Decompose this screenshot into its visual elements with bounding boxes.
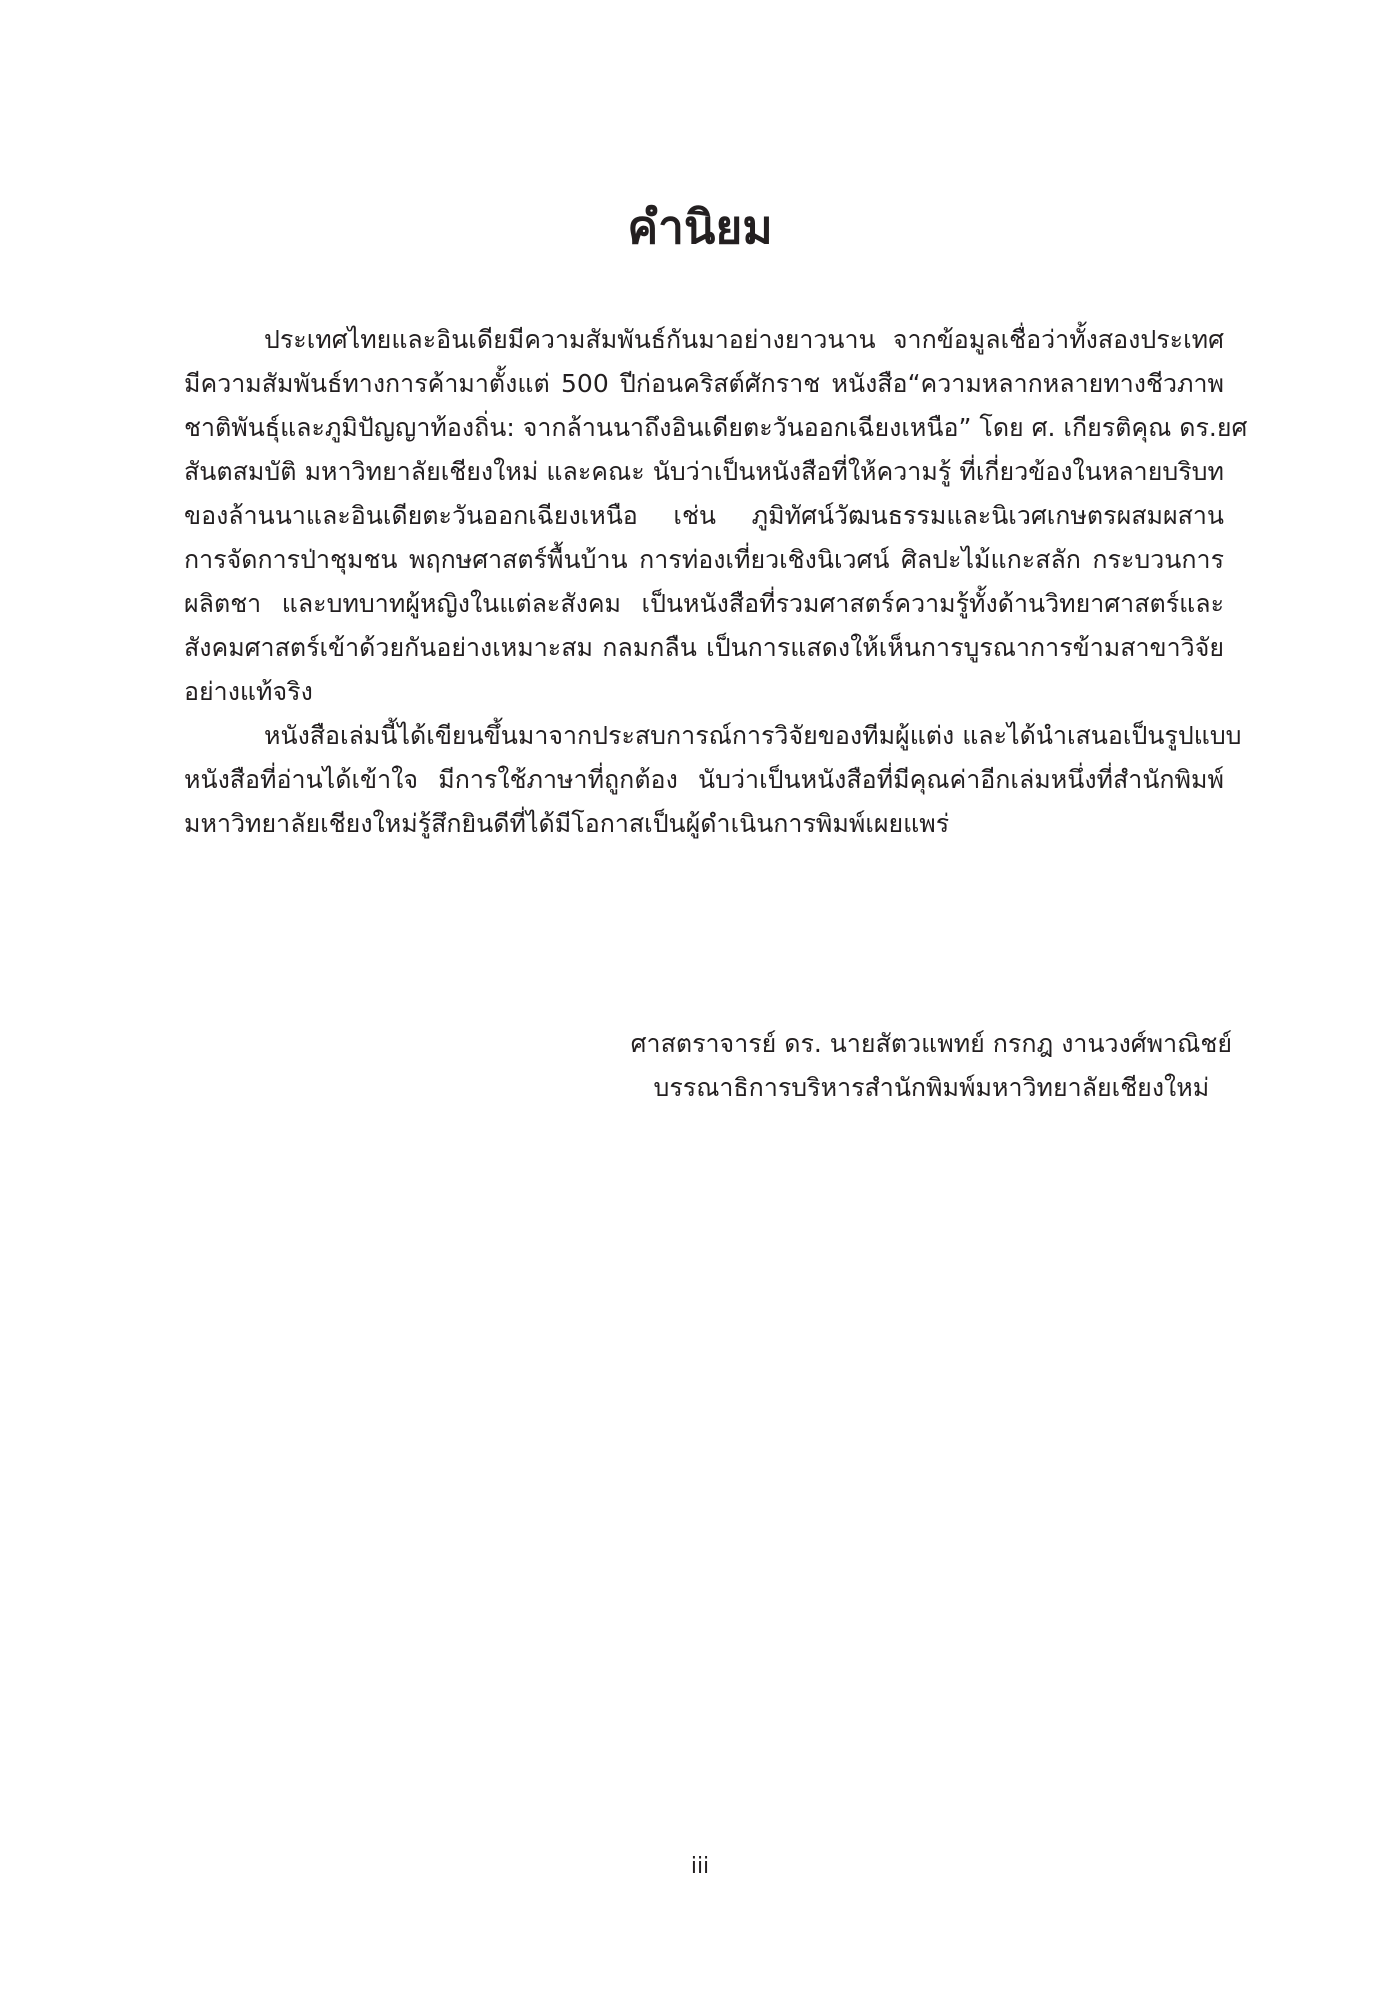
text-line: ของล้านนาและอินเดียตะวันออกเฉียงเหนือ เช่น ภูมิทัศน์วัฒนธรรมและนิเวศเกษตรผสมผสาน bbox=[184, 501, 1224, 530]
page-title: คำนิยม bbox=[627, 200, 773, 254]
signatory-name: ศาสตราจารย์ ดร. นายสัตวแพทย์ กรกฎ งานวงศ์พาณิชย์ bbox=[630, 1029, 1232, 1058]
text-line: มหาวิทยาลัยเชียงใหม่รู้สึกยินดีที่ได้มีโอกาสเป็นผู้ดำเนินการพิมพ์เผยแพร่ bbox=[184, 809, 950, 838]
text-line: ผลิตชา และบทบาทผู้หญิงในแต่ละสังคม เป็นหนังสือที่รวมศาสตร์ความรู้ทั้งด้านวิทยาศาสตร์และ bbox=[184, 589, 1224, 618]
foreword-body bbox=[184, 318, 1248, 846]
text-line: หนังสือเล่มนี้ได้เขียนขึ้นมาจากประสบการณ์การวิจัยของทีมผู้แต่ง และได้นำเสนอเป็นรูปแบบ bbox=[264, 721, 1242, 750]
page-number: iii bbox=[690, 1854, 710, 1879]
text-line: ชาติพันธุ์และภูมิปัญญาท้องถิ่น: จากล้านนาถึงอินเดียตะวันออกเฉียงเหนือ” โดย ศ. เกียรติคุณ ดร.ยศ bbox=[184, 413, 1248, 442]
text-line: สันตสมบัติ มหาวิทยาลัยเชียงใหม่ และคณะ นับว่าเป็นหนังสือที่ให้ความรู้ ที่เกี่ยวข้องในหลายบริบท bbox=[184, 457, 1224, 486]
text-line: ประเทศไทยและอินเดียมีความสัมพันธ์กันมาอย่างยาวนาน จากข้อมูลเชื่อว่าทั้งสองประเทศ bbox=[264, 325, 1224, 354]
text-line: การจัดการป่าชุมชน พฤกษศาสตร์พื้นบ้าน การท่องเที่ยวเชิงนิเวศน์ ศิลปะไม้แกะสลัก กระบวนการ bbox=[184, 545, 1224, 574]
paragraph-2 bbox=[184, 714, 1242, 846]
signatory-position: บรรณาธิการบริหารสำนักพิมพ์มหาวิทยาลัยเชียงใหม่ bbox=[653, 1073, 1210, 1102]
text-line: อย่างแท้จริง bbox=[184, 677, 313, 706]
paragraph-1 bbox=[184, 318, 1248, 714]
text-line: มีความสัมพันธ์ทางการค้ามาตั้งแต่ 500 ปีก่อนคริสต์ศักราช หนังสือ“ความหลากหลายทางชีวภาพ bbox=[184, 369, 1224, 398]
text-line: หนังสือที่อ่านได้เข้าใจ มีการใช้ภาษาที่ถูกต้อง นับว่าเป็นหนังสือที่มีคุณค่าอีกเล่มหนึ่งที่สำนักพิมพ์ bbox=[184, 765, 1224, 794]
text-line: สังคมศาสตร์เข้าด้วยกันอย่างเหมาะสม กลมกลืน เป็นการแสดงให้เห็นการบูรณาการข้ามสาขาวิจัย bbox=[184, 633, 1224, 662]
signature-block bbox=[631, 1022, 1232, 1110]
